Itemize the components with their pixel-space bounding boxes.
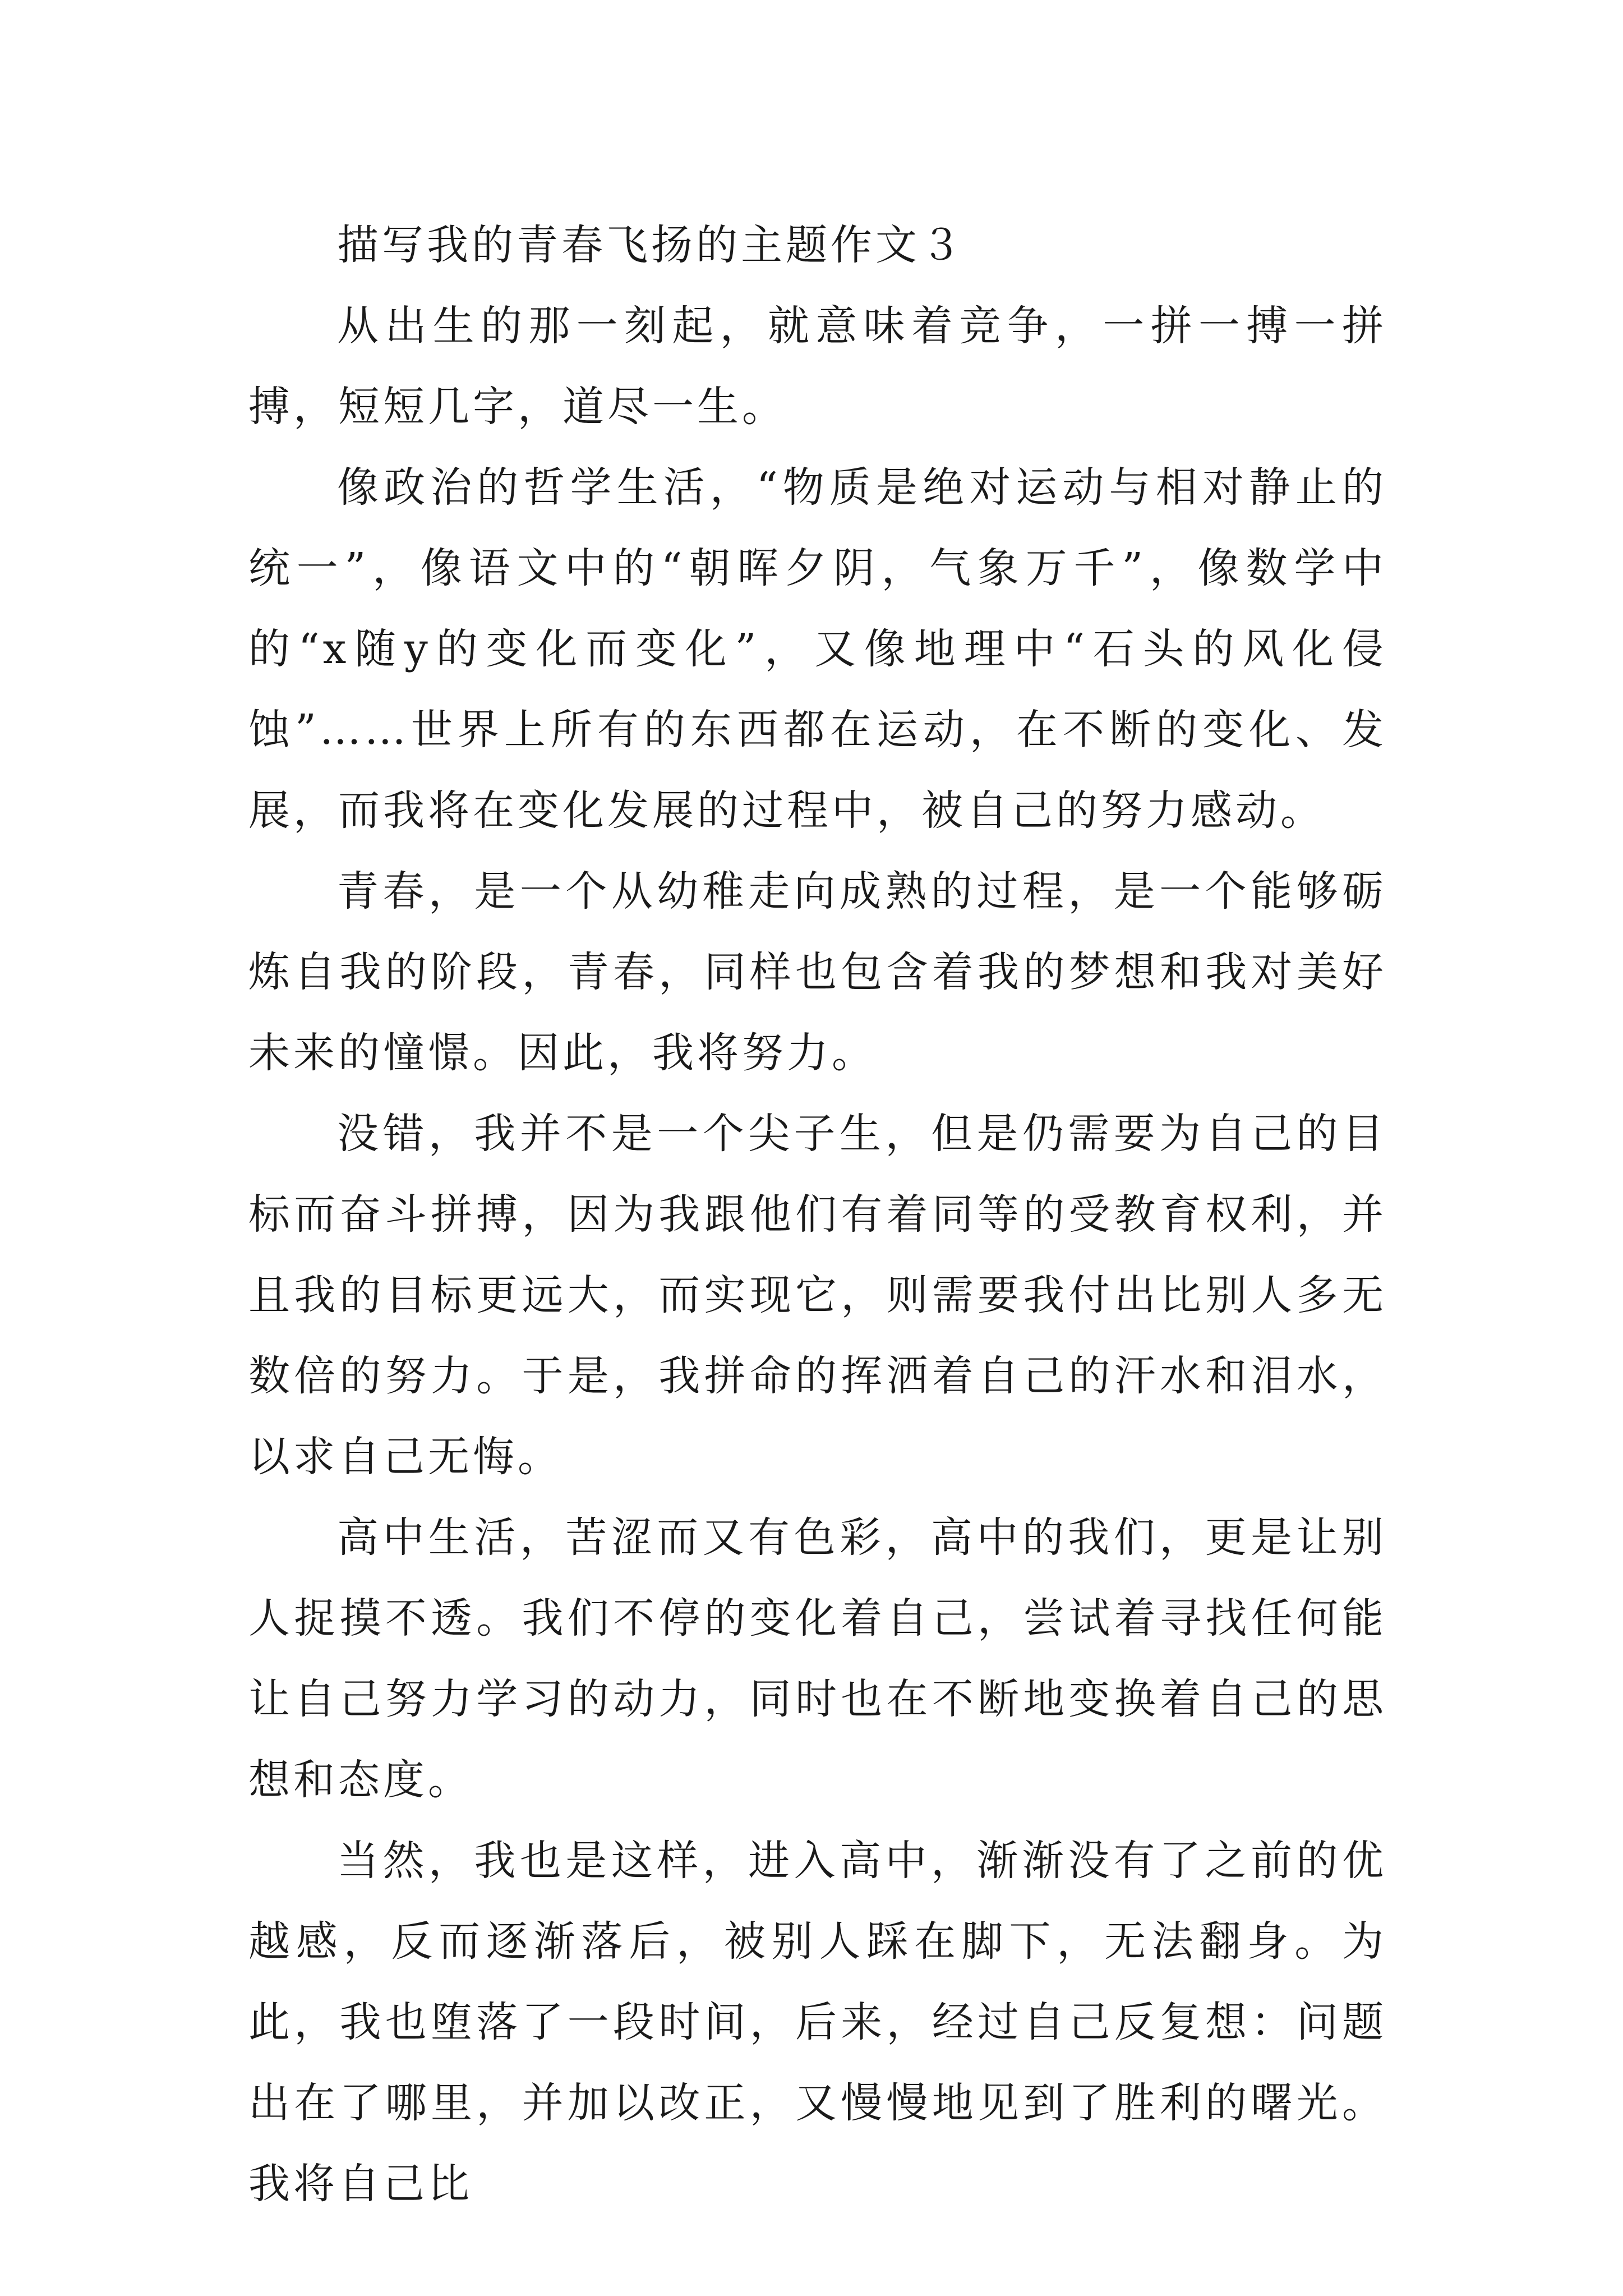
paragraph: 青春，是一个从幼稚走向成熟的过程，是一个能够砺炼自我的阶段，青春，同样也包含着我的梦想和我对美好未来的憧憬。因此，我将努力。 xyxy=(248,867,1387,1077)
paragraph: 没错，我并不是一个尖子生，但是仍需要为自己的目标而奋斗拼搏，因为我跟他们有着同等的受教育权利，并且我的目标更远大，而实现它，则需要我付出比别人多无数倍的努力。于是，我拼命的挥洒着自己的汗水和泪水，以求自己无悔。 xyxy=(248,1110,1387,1481)
paragraph: 当然，我也是这样，进入高中，渐渐没有了之前的优越感，反而逐渐落后，被别人踩在脚下，无法翻身。为此，我也堕落了一段时间，后来，经过自己反复想：问题出在了哪里，并加以改正，又慢慢地见到了胜利的曙光。我将自己比 xyxy=(248,1837,1387,2208)
document-body xyxy=(248,205,1387,2224)
paragraph: 像政治的哲学生活，“物质是绝对运动与相对静止的统一”，像语文中的“朝晖夕阴，气象万千”，像数学中的“x随y的变化而变化”，又像地理中“石头的风化侵蚀”……世界上所有的东西都在运动，在不断的变化、发展，而我将在变化发展的过程中，被自己的努力感动。 xyxy=(248,463,1387,835)
paragraph: 高中生活，苦涩而又有色彩，高中的我们，更是让别人捉摸不透。我们不停的变化着自己，尝试着寻找任何能让自己努力学习的动力，同时也在不断地变换着自己的思想和态度。 xyxy=(248,1513,1387,1804)
paragraph: 从出生的那一刻起，就意味着竞争，一拼一搏一拼搏，短短几字，道尽一生。 xyxy=(248,302,1387,431)
document-title: 描写我的青春飞扬的主题作文３ xyxy=(337,221,965,269)
